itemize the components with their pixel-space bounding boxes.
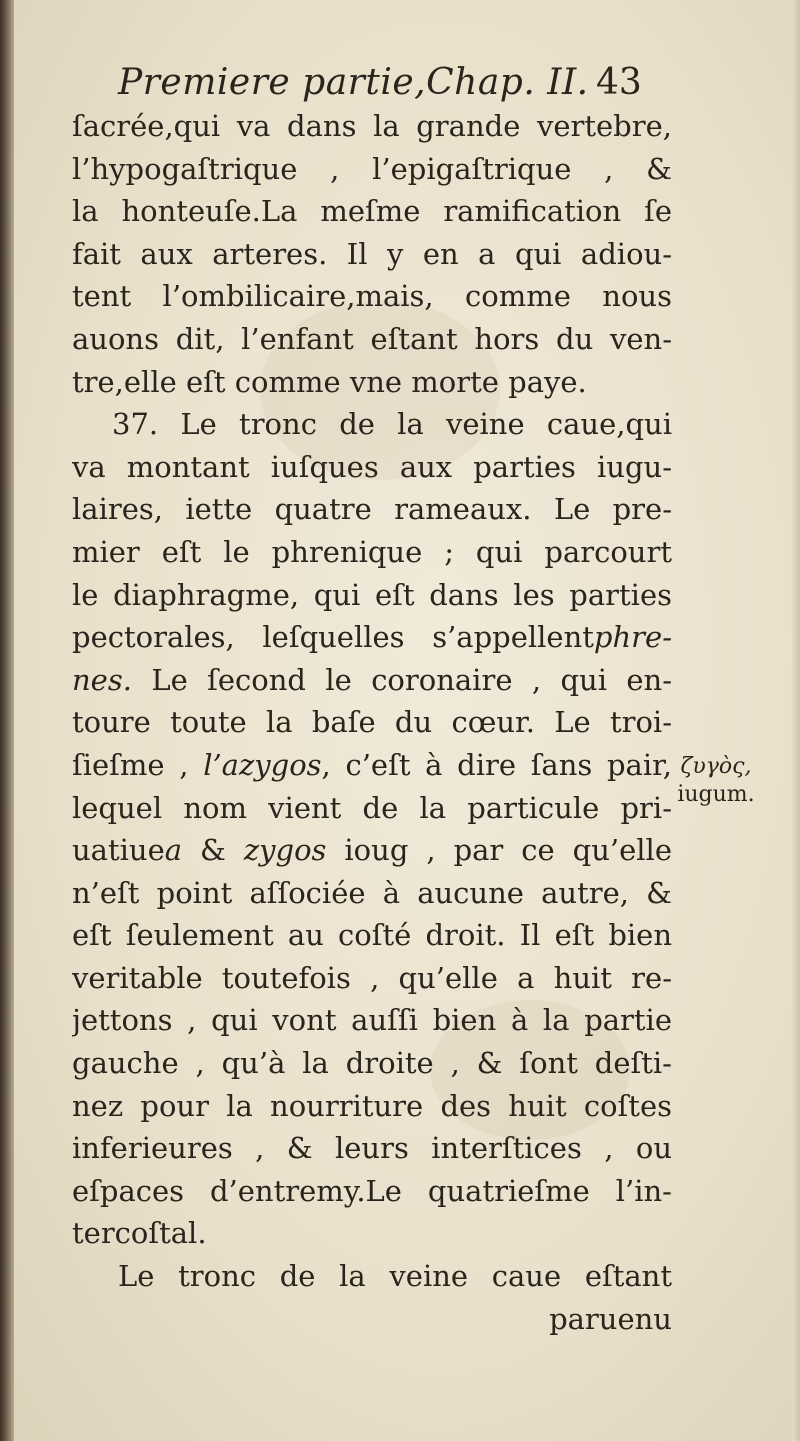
page-number: 43 bbox=[596, 62, 642, 103]
binding-shadow bbox=[0, 0, 14, 1441]
text-line: mier eſt le phrenique ; qui parcourt bbox=[72, 534, 672, 569]
body-text bbox=[72, 105, 672, 1340]
italic-term: zygos bbox=[243, 833, 327, 868]
text-line: auons dit, l’enfant eſtant hors du ven- bbox=[72, 321, 672, 356]
marginal-note-latin: iugum. bbox=[677, 782, 755, 807]
paragraph-number: 37. bbox=[112, 407, 159, 442]
marginal-note-greek: ζυγὸς, bbox=[680, 754, 752, 779]
text-line: tercoſtal. bbox=[72, 1216, 207, 1251]
text-line: 37. Le tronc de la veine caue,qui bbox=[112, 407, 672, 442]
text-line: ſacrée,qui va dans la grande vertebre, bbox=[72, 109, 672, 143]
text-line: nez pour la nourriture des huit coſtes bbox=[72, 1088, 672, 1123]
text-line: la honteuſe.La meſme ramification ſe bbox=[72, 194, 672, 229]
marginal-note bbox=[666, 753, 766, 809]
text-line: eſpaces d’entremy.Le quatrieſme l’in- bbox=[72, 1173, 672, 1208]
text-line: uatiuea & zygos ioug , par ce qu’elle bbox=[72, 833, 672, 868]
text-line: fait aux arteres. Il y en a qui adiou- bbox=[72, 236, 672, 271]
text-line: n’eſt point aſſociée à aucune autre, & bbox=[72, 875, 672, 910]
text-line: veritable toutefois , qu’elle a huit re- bbox=[72, 960, 672, 995]
text-line: laires, iette quatre rameaux. Le pre- bbox=[72, 492, 672, 527]
text-line: inferieures , & leurs interſtices , ou bbox=[72, 1131, 672, 1166]
page-edge bbox=[792, 0, 800, 1441]
italic-term: phre- bbox=[593, 620, 672, 655]
page-header bbox=[118, 58, 678, 108]
text-line: le diaphragme, qui eſt dans les parties bbox=[72, 577, 672, 612]
text-line: nes. Le ſecond le coronaire , qui en- bbox=[72, 662, 672, 697]
text-line: pectorales, leſquelles s’appellentphre- bbox=[72, 620, 672, 655]
text-line: eſt ſeulement au coſté droit. Il eſt bien bbox=[72, 918, 672, 953]
text-line: tre,elle eſt comme vne morte paye. bbox=[72, 364, 587, 399]
text-line: va montant iuſques aux parties iugu- bbox=[72, 449, 672, 484]
italic-term: a bbox=[164, 833, 183, 868]
italic-term: l’azygos bbox=[203, 747, 322, 782]
italic-term: nes. bbox=[72, 662, 132, 697]
running-title: Premiere partie,Chap. II. bbox=[118, 62, 589, 103]
text-line: lequel nom vient de la particule pri- bbox=[72, 790, 672, 825]
catchword: paruenu bbox=[549, 1301, 672, 1336]
text-line: tent l’ombilicaire,mais, comme nous bbox=[72, 279, 672, 314]
text-line: toure toute la baſe du cœur. Le troi- bbox=[72, 705, 672, 740]
text-line: ſieſme , l’azygos, c’eſt à dire ſans pair, bbox=[72, 747, 672, 782]
text-line: Le tronc de la veine caue eſtant bbox=[118, 1259, 672, 1294]
text-line: jettons , qui vont auſſi bien à la partie bbox=[72, 1003, 672, 1038]
text-line: l’hypogaſtrique , l’epigaſtrique , & bbox=[72, 151, 672, 186]
text-line: gauche , qu’à la droite , & ſont deſti- bbox=[72, 1046, 672, 1081]
